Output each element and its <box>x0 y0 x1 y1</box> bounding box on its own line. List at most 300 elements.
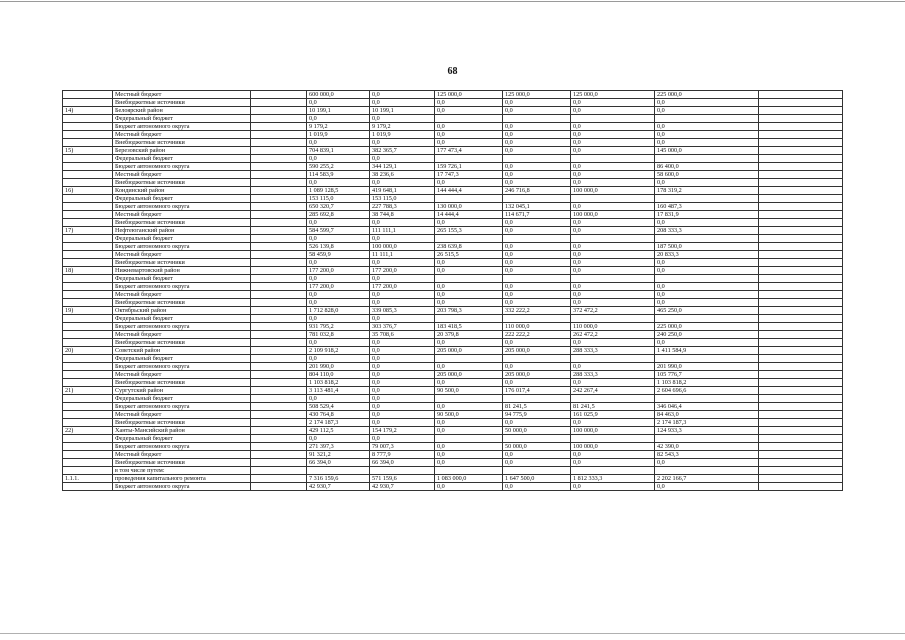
value-cell: 8 777,9 <box>370 451 435 459</box>
value-cell: 0,0 <box>571 227 655 235</box>
table-row <box>63 283 843 291</box>
value-cell: 339 085,3 <box>370 307 435 315</box>
value-cell: 2 174 187,3 <box>655 419 759 427</box>
value-cell: 288 333,3 <box>571 371 655 379</box>
value-cell: 183 418,5 <box>435 323 503 331</box>
value-cell <box>759 243 843 251</box>
value-cell: 0,0 <box>307 291 370 299</box>
value-cell: 7 316 159,6 <box>307 475 370 483</box>
value-cell <box>759 251 843 259</box>
value-cell: 0,0 <box>655 339 759 347</box>
value-cell: 0,0 <box>571 179 655 187</box>
value-cell: 0,0 <box>435 419 503 427</box>
table-row <box>63 211 843 219</box>
table-row <box>63 451 843 459</box>
value-cell: 222 222,2 <box>503 331 571 339</box>
spacer-cell <box>251 243 307 251</box>
value-cell: 154 179,2 <box>370 427 435 435</box>
row-number <box>63 459 113 467</box>
value-cell: 20 833,3 <box>655 251 759 259</box>
row-number <box>63 99 113 107</box>
row-name: Федеральный бюджет <box>113 115 251 123</box>
value-cell: 0,0 <box>307 219 370 227</box>
value-cell <box>759 419 843 427</box>
value-cell: 0,0 <box>435 267 503 275</box>
value-cell: 50 000,0 <box>503 443 571 451</box>
value-cell <box>435 467 503 475</box>
row-number <box>63 219 113 227</box>
value-cell <box>503 275 571 283</box>
table-row <box>63 467 843 475</box>
row-number <box>63 339 113 347</box>
value-cell: 0,0 <box>435 123 503 131</box>
value-cell <box>759 283 843 291</box>
table-row <box>63 411 843 419</box>
page-number: 68 <box>447 66 458 77</box>
value-cell: 590 255,2 <box>307 163 370 171</box>
spacer-cell <box>251 355 307 363</box>
value-cell: 285 692,8 <box>307 211 370 219</box>
value-cell: 0,0 <box>503 291 571 299</box>
row-name: Советский район <box>113 347 251 355</box>
spacer-cell <box>251 203 307 211</box>
value-cell <box>655 235 759 243</box>
value-cell: 100 000,0 <box>571 187 655 195</box>
value-cell <box>759 203 843 211</box>
row-name: Местный бюджет <box>113 91 251 99</box>
value-cell: 0,0 <box>503 259 571 267</box>
value-cell: 81 241,5 <box>503 403 571 411</box>
spacer-cell <box>251 395 307 403</box>
value-cell: 429 112,5 <box>307 427 370 435</box>
spacer-cell <box>251 235 307 243</box>
value-cell: 0,0 <box>655 179 759 187</box>
row-number: 17) <box>63 227 113 235</box>
value-cell <box>759 363 843 371</box>
value-cell: 208 333,3 <box>655 227 759 235</box>
row-number <box>63 395 113 403</box>
value-cell: 11 111,1 <box>370 251 435 259</box>
value-cell: 0,0 <box>571 131 655 139</box>
value-cell: 0,0 <box>370 435 435 443</box>
spacer-cell <box>251 347 307 355</box>
value-cell: 303 376,7 <box>370 323 435 331</box>
value-cell: 0,0 <box>571 203 655 211</box>
value-cell: 0,0 <box>503 107 571 115</box>
row-name: Внебюджетные источники <box>113 339 251 347</box>
value-cell: 9 179,2 <box>370 123 435 131</box>
spacer-cell <box>251 339 307 347</box>
value-cell: 201 990,0 <box>655 363 759 371</box>
value-cell: 0,0 <box>307 179 370 187</box>
row-name: Федеральный бюджет <box>113 395 251 403</box>
table-row <box>63 291 843 299</box>
spacer-cell <box>251 483 307 491</box>
value-cell: 344 129,1 <box>370 163 435 171</box>
value-cell: 130 000,0 <box>435 203 503 211</box>
value-cell: 0,0 <box>571 419 655 427</box>
row-number <box>63 259 113 267</box>
value-cell <box>759 187 843 195</box>
value-cell <box>759 163 843 171</box>
value-cell: 20 379,8 <box>435 331 503 339</box>
table-row <box>63 339 843 347</box>
value-cell: 1 411 584,9 <box>655 347 759 355</box>
row-number <box>63 115 113 123</box>
value-cell: 0,0 <box>571 483 655 491</box>
table-row <box>63 163 843 171</box>
row-name: Бюджет автономного округа <box>113 123 251 131</box>
value-cell: 0,0 <box>370 363 435 371</box>
value-cell <box>655 395 759 403</box>
value-cell: 161 025,9 <box>571 411 655 419</box>
value-cell: 781 032,8 <box>307 331 370 339</box>
value-cell <box>759 171 843 179</box>
value-cell: 0,0 <box>370 355 435 363</box>
row-name: Местный бюджет <box>113 171 251 179</box>
value-cell: 17 831,9 <box>655 211 759 219</box>
value-cell: 0,0 <box>370 379 435 387</box>
value-cell: 242 267,4 <box>571 387 655 395</box>
row-name: Бюджет автономного округа <box>113 243 251 251</box>
spacer-cell <box>251 363 307 371</box>
row-name: Внебюджетные источники <box>113 259 251 267</box>
value-cell: 1 712 828,0 <box>307 307 370 315</box>
value-cell <box>435 275 503 283</box>
value-cell: 0,0 <box>307 99 370 107</box>
spacer-cell <box>251 307 307 315</box>
row-name: Местный бюджет <box>113 211 251 219</box>
value-cell: 0,0 <box>307 235 370 243</box>
table-row <box>63 107 843 115</box>
value-cell: 0,0 <box>370 275 435 283</box>
value-cell: 0,0 <box>571 219 655 227</box>
value-cell: 0,0 <box>435 107 503 115</box>
value-cell: 58 459,9 <box>307 251 370 259</box>
value-cell: 0,0 <box>503 363 571 371</box>
row-number <box>63 363 113 371</box>
value-cell <box>435 315 503 323</box>
value-cell: 201 990,0 <box>307 363 370 371</box>
value-cell: 81 241,5 <box>571 403 655 411</box>
value-cell: 187 500,0 <box>655 243 759 251</box>
row-number <box>63 179 113 187</box>
value-cell: 0,0 <box>435 443 503 451</box>
spacer-cell <box>251 331 307 339</box>
spacer-cell <box>251 291 307 299</box>
spacer-cell <box>251 251 307 259</box>
value-cell: 2 109 918,2 <box>307 347 370 355</box>
value-cell: 0,0 <box>370 419 435 427</box>
value-cell: 42 930,7 <box>370 483 435 491</box>
value-cell: 0,0 <box>571 267 655 275</box>
value-cell <box>759 347 843 355</box>
value-cell <box>759 403 843 411</box>
value-cell: 0,0 <box>655 459 759 467</box>
value-cell: 0,0 <box>571 451 655 459</box>
value-cell: 203 798,3 <box>435 307 503 315</box>
value-cell: 271 397,3 <box>307 443 370 451</box>
value-cell: 227 788,3 <box>370 203 435 211</box>
value-cell: 0,0 <box>503 339 571 347</box>
table-row <box>63 235 843 243</box>
value-cell <box>571 355 655 363</box>
value-cell: 0,0 <box>435 379 503 387</box>
value-cell: 0,0 <box>435 283 503 291</box>
value-cell: 262 472,2 <box>571 331 655 339</box>
row-number <box>63 163 113 171</box>
row-number <box>63 251 113 259</box>
value-cell: 0,0 <box>655 267 759 275</box>
row-name: Сургутский район <box>113 387 251 395</box>
value-cell: 0,0 <box>435 363 503 371</box>
value-cell: 84 463,0 <box>655 411 759 419</box>
row-name: Федеральный бюджет <box>113 315 251 323</box>
value-cell: 0,0 <box>370 371 435 379</box>
value-cell: 0,0 <box>435 403 503 411</box>
value-cell: 0,0 <box>655 123 759 131</box>
row-name: Белоярский район <box>113 107 251 115</box>
value-cell: 58 600,0 <box>655 171 759 179</box>
table-row <box>63 387 843 395</box>
table-row <box>63 131 843 139</box>
value-cell: 17 747,3 <box>435 171 503 179</box>
value-cell: 0,0 <box>370 219 435 227</box>
value-cell: 0,0 <box>655 259 759 267</box>
value-cell: 382 365,7 <box>370 147 435 155</box>
table-row <box>63 299 843 307</box>
row-name: Местный бюджет <box>113 131 251 139</box>
value-cell: 704 839,1 <box>307 147 370 155</box>
spacer-cell <box>251 267 307 275</box>
value-cell: 0,0 <box>370 291 435 299</box>
row-name: Березовский район <box>113 147 251 155</box>
value-cell: 0,0 <box>435 483 503 491</box>
value-cell: 160 487,3 <box>655 203 759 211</box>
value-cell: 288 333,3 <box>571 347 655 355</box>
value-cell <box>759 435 843 443</box>
value-cell: 114 583,9 <box>307 171 370 179</box>
value-cell: 0,0 <box>307 435 370 443</box>
value-cell <box>759 211 843 219</box>
value-cell: 0,0 <box>571 243 655 251</box>
value-cell <box>759 371 843 379</box>
row-name: Местный бюджет <box>113 251 251 259</box>
value-cell: 50 000,0 <box>503 427 571 435</box>
value-cell: 0,0 <box>503 131 571 139</box>
spacer-cell <box>251 427 307 435</box>
value-cell <box>759 459 843 467</box>
value-cell: 100 000,0 <box>571 427 655 435</box>
spacer-cell <box>251 443 307 451</box>
table-row <box>63 331 843 339</box>
value-cell <box>759 291 843 299</box>
table-row <box>63 347 843 355</box>
row-number <box>63 371 113 379</box>
value-cell: 153 115,0 <box>370 195 435 203</box>
value-cell: 125 000,0 <box>435 91 503 99</box>
value-cell <box>759 139 843 147</box>
value-cell <box>435 235 503 243</box>
value-cell: 0,0 <box>435 299 503 307</box>
spacer-cell <box>251 323 307 331</box>
value-cell: 0,0 <box>307 355 370 363</box>
value-cell: 205 000,0 <box>435 347 503 355</box>
row-number <box>63 315 113 323</box>
row-number: 19) <box>63 307 113 315</box>
value-cell: 178 319,2 <box>655 187 759 195</box>
table-body <box>63 91 843 491</box>
row-number <box>63 155 113 163</box>
value-cell: 0,0 <box>307 259 370 267</box>
value-cell: 14 444,4 <box>435 211 503 219</box>
value-cell: 1 083 000,0 <box>435 475 503 483</box>
spacer-cell <box>251 91 307 99</box>
row-name: Внебюджетные источники <box>113 459 251 467</box>
value-cell: 0,0 <box>435 339 503 347</box>
spacer-cell <box>251 275 307 283</box>
value-cell: 0,0 <box>503 219 571 227</box>
page-bottom-border <box>0 633 905 634</box>
spacer-cell <box>251 171 307 179</box>
value-cell: 584 599,7 <box>307 227 370 235</box>
value-cell <box>759 467 843 475</box>
row-number <box>63 211 113 219</box>
value-cell: 0,0 <box>370 411 435 419</box>
value-cell: 124 933,3 <box>655 427 759 435</box>
value-cell: 240 250,0 <box>655 331 759 339</box>
table-row <box>63 187 843 195</box>
value-cell <box>503 315 571 323</box>
value-cell: 804 110,0 <box>307 371 370 379</box>
value-cell <box>759 235 843 243</box>
value-cell <box>759 155 843 163</box>
spacer-cell <box>251 99 307 107</box>
value-cell: 0,0 <box>571 99 655 107</box>
spacer-cell <box>251 107 307 115</box>
row-name: Кондинский район <box>113 187 251 195</box>
value-cell: 346 046,4 <box>655 403 759 411</box>
row-name: Бюджет автономного округа <box>113 363 251 371</box>
value-cell: 0,0 <box>503 163 571 171</box>
spacer-cell <box>251 211 307 219</box>
row-name: Федеральный бюджет <box>113 355 251 363</box>
value-cell: 177 473,4 <box>435 147 503 155</box>
table-row <box>63 403 843 411</box>
value-cell <box>503 435 571 443</box>
value-cell: 0,0 <box>370 155 435 163</box>
table-row <box>63 443 843 451</box>
table-row <box>63 267 843 275</box>
value-cell: 419 648,1 <box>370 187 435 195</box>
value-cell <box>759 275 843 283</box>
row-name: проведения капитального ремонта <box>113 475 251 483</box>
table-row <box>63 307 843 315</box>
value-cell: 571 159,6 <box>370 475 435 483</box>
value-cell <box>759 227 843 235</box>
value-cell: 0,0 <box>503 147 571 155</box>
table-row <box>63 427 843 435</box>
value-cell: 0,0 <box>370 403 435 411</box>
spacer-cell <box>251 451 307 459</box>
value-cell: 0,0 <box>571 459 655 467</box>
value-cell: 931 795,2 <box>307 323 370 331</box>
table-row <box>63 203 843 211</box>
row-number <box>63 139 113 147</box>
value-cell: 600 000,0 <box>307 91 370 99</box>
value-cell <box>435 115 503 123</box>
value-cell: 0,0 <box>655 139 759 147</box>
row-name: Федеральный бюджет <box>113 195 251 203</box>
value-cell: 430 764,8 <box>307 411 370 419</box>
table-row <box>63 155 843 163</box>
value-cell: 10 199,1 <box>370 107 435 115</box>
row-name: Местный бюджет <box>113 371 251 379</box>
value-cell <box>370 467 435 475</box>
row-name: Внебюджетные источники <box>113 379 251 387</box>
row-number <box>63 443 113 451</box>
row-number <box>63 195 113 203</box>
row-name: в том числе путем: <box>113 467 251 475</box>
table-row <box>63 147 843 155</box>
value-cell: 3 113 481,4 <box>307 387 370 395</box>
row-name: Бюджет автономного округа <box>113 283 251 291</box>
value-cell: 0,0 <box>435 131 503 139</box>
value-cell: 0,0 <box>503 243 571 251</box>
value-cell: 110 000,0 <box>571 323 655 331</box>
table-row <box>63 395 843 403</box>
spacer-cell <box>251 123 307 131</box>
spacer-cell <box>251 115 307 123</box>
row-number <box>63 419 113 427</box>
spacer-cell <box>251 315 307 323</box>
value-cell: 0,0 <box>571 139 655 147</box>
value-cell: 0,0 <box>370 299 435 307</box>
value-cell <box>759 355 843 363</box>
row-name: Внебюджетные источники <box>113 219 251 227</box>
value-cell: 0,0 <box>307 275 370 283</box>
row-number: 22) <box>63 427 113 435</box>
value-cell: 0,0 <box>370 347 435 355</box>
value-cell: 177 200,0 <box>370 283 435 291</box>
value-cell <box>759 483 843 491</box>
row-name: Внебюджетные источники <box>113 419 251 427</box>
value-cell <box>759 387 843 395</box>
table-row <box>63 355 843 363</box>
table-row <box>63 259 843 267</box>
value-cell: 176 017,4 <box>503 387 571 395</box>
value-cell <box>655 355 759 363</box>
value-cell <box>655 115 759 123</box>
spacer-cell <box>251 411 307 419</box>
row-number <box>63 91 113 99</box>
row-number <box>63 243 113 251</box>
value-cell: 38 236,6 <box>370 171 435 179</box>
spacer-cell <box>251 187 307 195</box>
value-cell <box>503 467 571 475</box>
table-row <box>63 171 843 179</box>
row-name: Федеральный бюджет <box>113 155 251 163</box>
value-cell: 2 604 696,6 <box>655 387 759 395</box>
value-cell <box>759 267 843 275</box>
value-cell: 0,0 <box>503 171 571 179</box>
table-row <box>63 315 843 323</box>
row-number <box>63 283 113 291</box>
value-cell <box>759 115 843 123</box>
value-cell: 225 000,0 <box>655 323 759 331</box>
row-number <box>63 483 113 491</box>
value-cell <box>759 451 843 459</box>
